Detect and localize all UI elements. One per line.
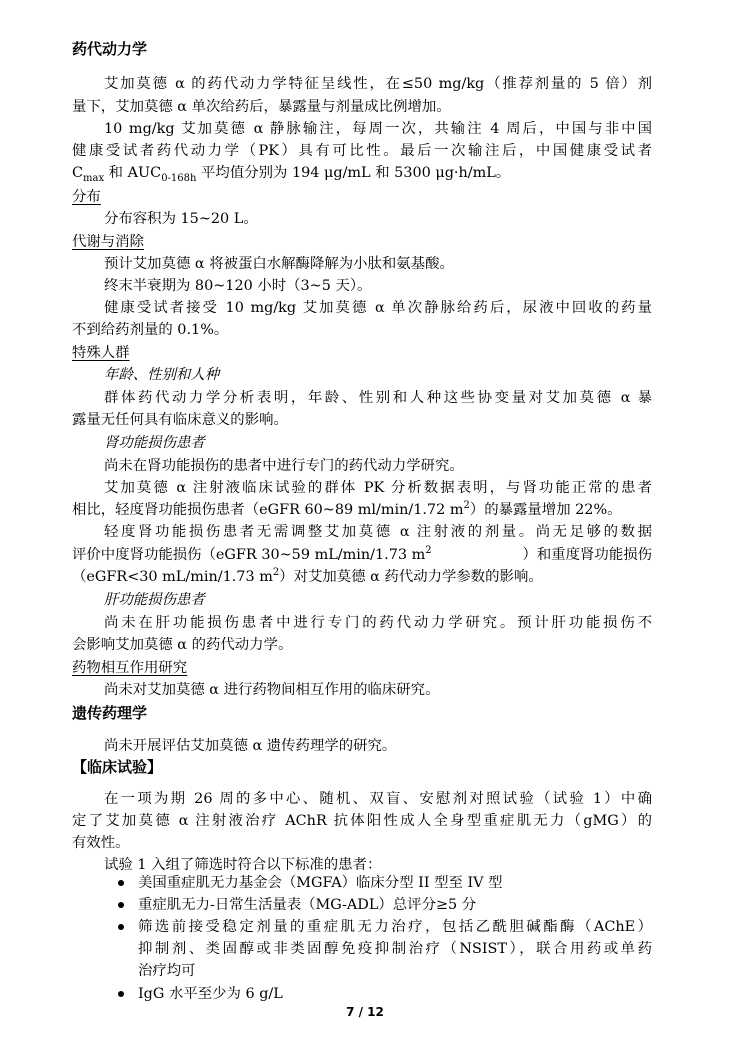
- renal-line-6-text: （eGFR<30 mL/min/1.73 m: [72, 569, 273, 585]
- metabolism-line-1: 预计艾加莫德 α 将被蛋白水解酶降解为小肽和氨基酸。: [104, 256, 454, 272]
- cmax-subscript: max: [83, 172, 105, 184]
- renal-line-5-a: 评价中度肾功能损伤（eGFR 30~59 mL/min/1.73 m: [72, 547, 426, 563]
- clinical-line-2: 定了艾加莫德 α 注射液治疗 AChR 抗体阳性成人全身型重症肌无力（gMG）的: [72, 813, 652, 829]
- renal-line-6-sup: 2: [272, 567, 280, 579]
- criteria-item-1: 美国重症肌无力基金会（MGFA）临床分型 II 型至 IV 型: [138, 875, 503, 891]
- section-heading-metabolism: 代谢与消除: [72, 234, 144, 250]
- renal-line-5-text: [72, 544, 432, 566]
- hepatic-line-1: 尚未在肝功能损伤患者中进行专门的药代动力学研究。预计肝功能损伤不: [104, 615, 652, 631]
- hepatic-line-2: 会影响艾加莫德 α 的药代动力学。: [72, 637, 293, 653]
- subheading-renal-impairment: 肾功能损伤患者: [104, 435, 205, 451]
- section-heading-clinical-trials: 【临床试验】: [72, 758, 163, 776]
- renal-line-5-tail: ）和重度肾功能损伤: [522, 547, 652, 563]
- renal-line-3-sup: 2: [463, 500, 470, 512]
- renal-line-3-text: 相比，轻度肾功能损伤患者（eGFR 60~89 ml/min/1.72 m: [72, 502, 464, 518]
- metabolism-line-4: 不到给药剂量的 0.1%。: [72, 322, 229, 338]
- criteria-item-2: 重症肌无力-日常生活量表（MG-ADL）总评分≥5 分: [138, 897, 477, 913]
- renal-line-6-tail: ）对艾加莫德 α 药代动力学参数的影响。: [279, 569, 543, 585]
- bullet-dot-4: [118, 991, 124, 997]
- renal-line-3: [72, 499, 730, 521]
- pk-paragraph-1-line-2: 量下，艾加莫德 α 单次给药后，暴露量与剂量成比例增加。: [72, 99, 451, 115]
- renal-line-5-sup: 2: [425, 545, 432, 557]
- criteria-item-3-line-1: 筛选前接受稳定剂量的重症肌无力治疗，包括乙酰胆碱酯酶（AChE）: [138, 919, 652, 935]
- renal-line-6: [72, 566, 730, 588]
- pk-paragraph-2-line-3: [72, 162, 730, 184]
- metabolism-line-2: 终末半衰期为 80~120 小时（3~5 天）。: [104, 278, 372, 294]
- section-heading-pharmacogenetics: 遗传药理学: [72, 704, 148, 722]
- auc-text: 和 AUC: [104, 165, 162, 181]
- pk-paragraph-1-line-1: 艾加莫德 α 的药代动力学特征呈线性，在≤50 mg/kg（推荐剂量的 5 倍）剂: [104, 76, 652, 92]
- age-line-2: 露量无任何具有临床意义的影响。: [72, 412, 288, 428]
- subheading-age-sex-race: 年龄、性别和人种: [104, 367, 220, 383]
- bullet-dot-3: [118, 924, 124, 930]
- pk-values-text: 平均值分别为 194 μg/mL 和 5300 μg·h/mL。: [196, 165, 511, 181]
- renal-line-4: 轻度肾功能损伤患者无需调整艾加莫德 α 注射液的剂量。尚无足够的数据: [104, 524, 652, 540]
- section-heading-pk: 药代动力学: [72, 40, 148, 58]
- age-line-1: 群体药代动力学分析表明，年龄、性别和人种这些协变量对艾加莫德 α 暴: [104, 390, 652, 406]
- renal-line-2: 艾加莫德 α 注射液临床试验的群体 PK 分析数据表明，与肾功能正常的患者: [104, 480, 652, 496]
- subheading-hepatic-impairment: 肝功能损伤患者: [104, 592, 205, 608]
- section-heading-distribution: 分布: [72, 189, 101, 205]
- clinical-line-3: 有效性。: [72, 835, 130, 851]
- distribution-text: 分布容积为 15~20 L。: [104, 211, 258, 227]
- clinical-line-1: 在一项为期 26 周的多中心、随机、双盲、安慰剂对照试验（试验 1）中确: [104, 791, 652, 807]
- section-heading-drug-interactions: 药物相互作用研究: [72, 660, 188, 676]
- pharmacogenetics-text: 尚未开展评估艾加莫德 α 遗传药理学的研究。: [104, 738, 397, 754]
- bullet-dot-2: [118, 902, 124, 908]
- criteria-item-4: IgG 水平至少为 6 g/L: [138, 986, 283, 1002]
- pk-paragraph-2-line-1: 10 mg/kg 艾加莫德 α 静脉输注，每周一次，共输注 4 周后，中国与非中国: [104, 121, 652, 137]
- metabolism-line-3: 健康受试者接受 10 mg/kg 艾加莫德 α 单次静脉给药后，尿液中回收的药量: [104, 300, 652, 316]
- renal-line-1: 尚未在肾功能损伤的患者中进行专门的药代动力学研究。: [104, 458, 464, 474]
- renal-line-3-tail: ）的暴露量增加 22%。: [469, 502, 622, 518]
- clinical-line-4: 试验 1 入组了筛选时符合以下标准的患者：: [104, 857, 382, 873]
- auc-subscript: 0-168h: [161, 172, 197, 184]
- page-number: 7 / 12: [346, 1005, 384, 1019]
- pk-paragraph-2-line-2: 健康受试者药代动力学（PK）具有可比性。最后一次输注后，中国健康受试者: [72, 143, 652, 159]
- bullet-dot-1: [118, 880, 124, 886]
- criteria-item-3-line-3: 治疗均可: [138, 963, 196, 979]
- renal-line-5: [72, 544, 652, 566]
- criteria-item-3-line-2: 抑制剂、类固醇或非类固醇免疫抑制治疗（NSIST），联合用药或单药: [138, 941, 652, 957]
- cmax-symbol: C: [72, 165, 84, 181]
- section-heading-special-populations: 特殊人群: [72, 345, 130, 361]
- drug-interactions-text: 尚未对艾加莫德 α 进行药物间相互作用的临床研究。: [104, 682, 440, 698]
